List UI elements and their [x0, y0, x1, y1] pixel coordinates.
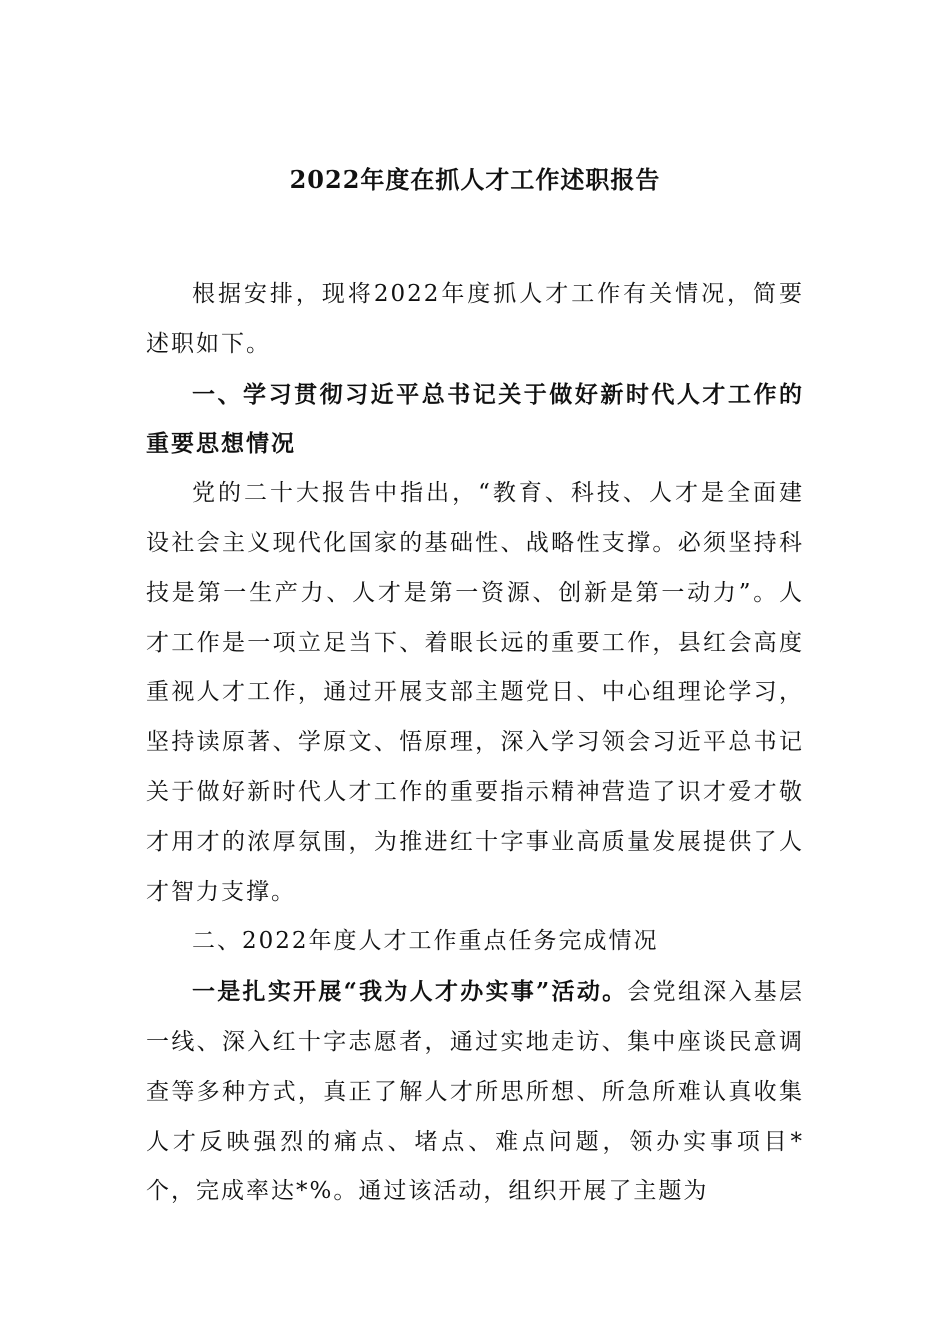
section-2-lead: 一是扎实开展“我为人才办实事”活动。 — [192, 978, 628, 1006]
section-2-paragraph — [146, 967, 804, 1217]
intro-paragraph: 根据安排，现将2022年度抓人才工作有关情况，简要述职如下。 — [146, 281, 804, 357]
section-1-paragraph: 党的二十大报告中指出，“教育、科技、人才是全面建设社会主义现代化国家的基础性、战略性支撑。必须坚持科技是第一生产力、人才是第一资源、创新是第一动力”。人才工作是一项立足当下、着眼长远的重要工作，县红会高度重视人才工作，通过开展支部主题党日、中心组理论学习，坚持读原著、学原文、悟原理，深入学习领会习近平总书记关于做好新时代人才工作的重要指示精神营造了识才爱才敬才用才的浓厚氛围，为推进红十字事业高质量发展提供了人才智力支撑。 — [146, 480, 804, 905]
section-2-text: 会党组深入基层一线、深入红十字志愿者，通过实地走访、集中座谈民意调查等多种方式，真正了解人才所思所想、所急所难认真收集人才反映强烈的痛点、堵点、难点问题，领办实事项目*个，完成率达*%。通过该活动，组织开展了主题为 — [146, 979, 804, 1205]
document-title: 2022年度在抓人才工作述职报告 — [289, 165, 661, 194]
section-2-heading: 二、2022年度人才工作重点任务完成情况 — [192, 928, 659, 955]
document-body — [146, 270, 804, 1217]
section-1-heading: 一、学习贯彻习近平总书记关于做好新时代人才工作的重要思想情况 — [146, 380, 804, 458]
